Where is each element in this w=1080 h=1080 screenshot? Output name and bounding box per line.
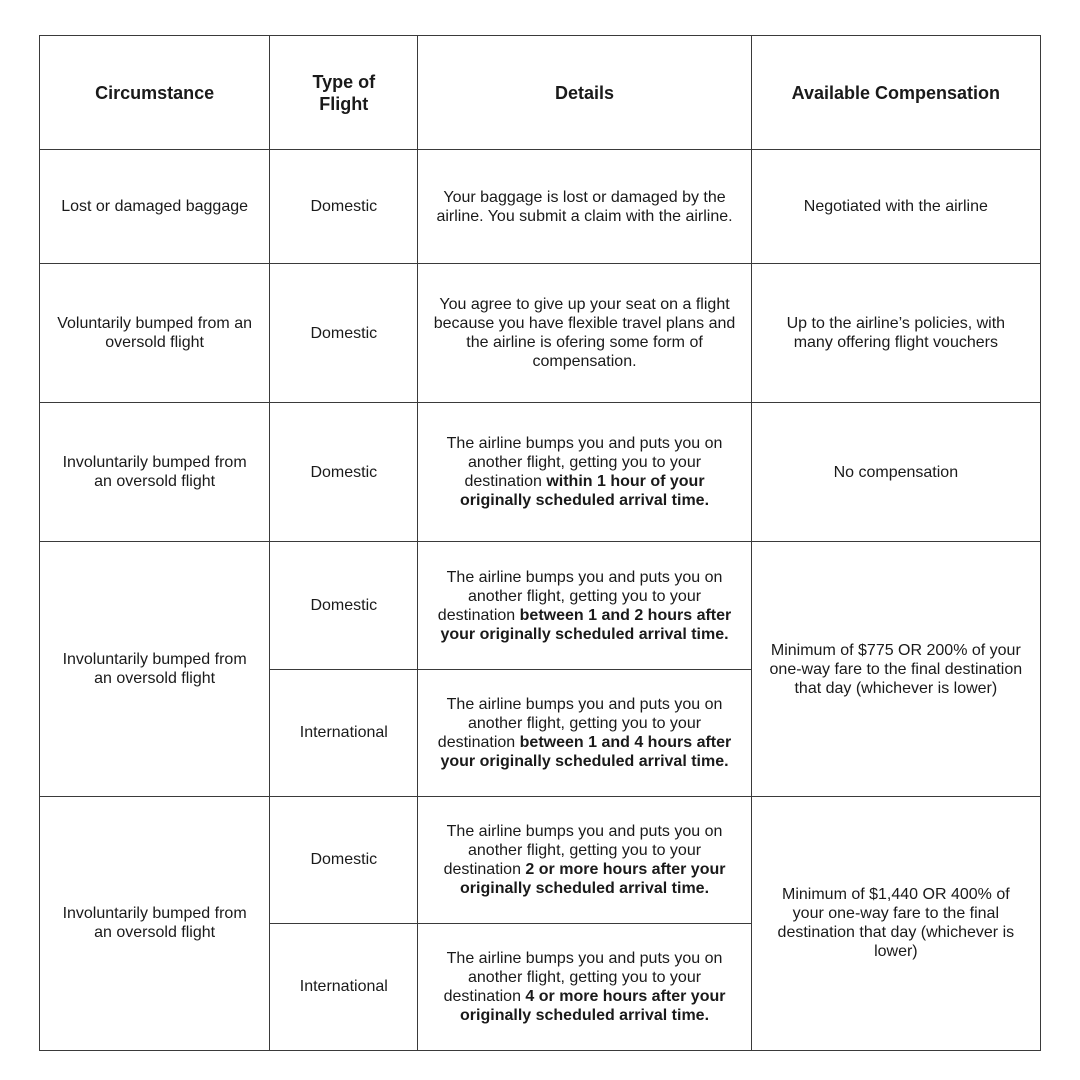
flight-type-cell: International (270, 923, 418, 1050)
compensation-cell: Negotiated with the airline (751, 150, 1040, 264)
details-text: The airline bumps you and puts you on another flight, getting you to your destination (446, 435, 723, 491)
details-text: Your baggage is lost or damaged by the airline. You submit a claim with the airline. (436, 188, 733, 225)
table-row (40, 542, 1041, 669)
compensation-cell: Up to the airline’s policies, with many offering flight vouchers (751, 264, 1040, 403)
details-bold-text: between 1 and 4 hours after your originally scheduled arrival time. (440, 733, 732, 770)
header-type-of-flight: Type of Flight (270, 36, 418, 150)
details-text: The airline bumps you and puts you on another flight, getting you to your destination (437, 568, 723, 624)
compensation-table (39, 35, 1041, 1051)
circumstance-cell: Voluntarily bumped from an oversold flight (40, 264, 270, 403)
header-circumstance: Circumstance (40, 36, 270, 150)
details-cell (418, 542, 751, 669)
flight-type-cell: Domestic (270, 542, 418, 669)
flight-type-cell: Domestic (270, 264, 418, 403)
circumstance-cell: Lost or damaged baggage (40, 150, 270, 264)
details-bold-text: between 1 and 2 hours after your originally scheduled arrival time. (440, 606, 732, 643)
header-compensation: Available Compensation (751, 36, 1040, 150)
details-cell (418, 796, 751, 923)
circumstance-cell: Involuntarily bumped from an oversold flight (40, 796, 270, 1050)
table-row (40, 150, 1041, 264)
details-bold-text: 4 or more hours after your originally scheduled arrival time. (460, 987, 726, 1024)
flight-type-cell: International (270, 669, 418, 796)
details-text: You agree to give up your seat on a flight because you have flexible travel plans and the airline is ofering some form of compensation. (433, 296, 736, 371)
header-details: Details (418, 36, 751, 150)
details-cell (418, 403, 751, 542)
compensation-table-wrapper (39, 35, 1041, 1051)
details-text: The airline bumps you and puts you on another flight, getting you to your destination (443, 822, 723, 878)
flight-type-cell: Domestic (270, 796, 418, 923)
details-bold-text: within 1 hour of your originally scheduled arrival time. (460, 473, 710, 510)
circumstance-cell: Involuntarily bumped from an oversold flight (40, 542, 270, 796)
compensation-cell: No compensation (751, 403, 1040, 542)
compensation-cell: Minimum of $775 OR 200% of your one-way fare to the final destination that day (whichever is lower) (751, 542, 1040, 796)
details-cell (418, 923, 751, 1050)
table-header-row (40, 36, 1041, 150)
details-cell (418, 264, 751, 403)
compensation-cell: Minimum of $1,440 OR 400% of your one-way fare to the final destination that day (whichever is lower) (751, 796, 1040, 1050)
table-row (40, 264, 1041, 403)
flight-type-cell: Domestic (270, 403, 418, 542)
details-cell (418, 150, 751, 264)
details-text: The airline bumps you and puts you on another flight, getting you to your destination (443, 949, 723, 1005)
details-bold-text: 2 or more hours after your originally scheduled arrival time. (460, 860, 726, 897)
details-cell (418, 669, 751, 796)
flight-type-cell: Domestic (270, 150, 418, 264)
circumstance-cell: Involuntarily bumped from an oversold flight (40, 403, 270, 542)
details-text: The airline bumps you and puts you on another flight, getting you to your destination (437, 695, 723, 751)
table-row (40, 403, 1041, 542)
table-row (40, 796, 1041, 923)
